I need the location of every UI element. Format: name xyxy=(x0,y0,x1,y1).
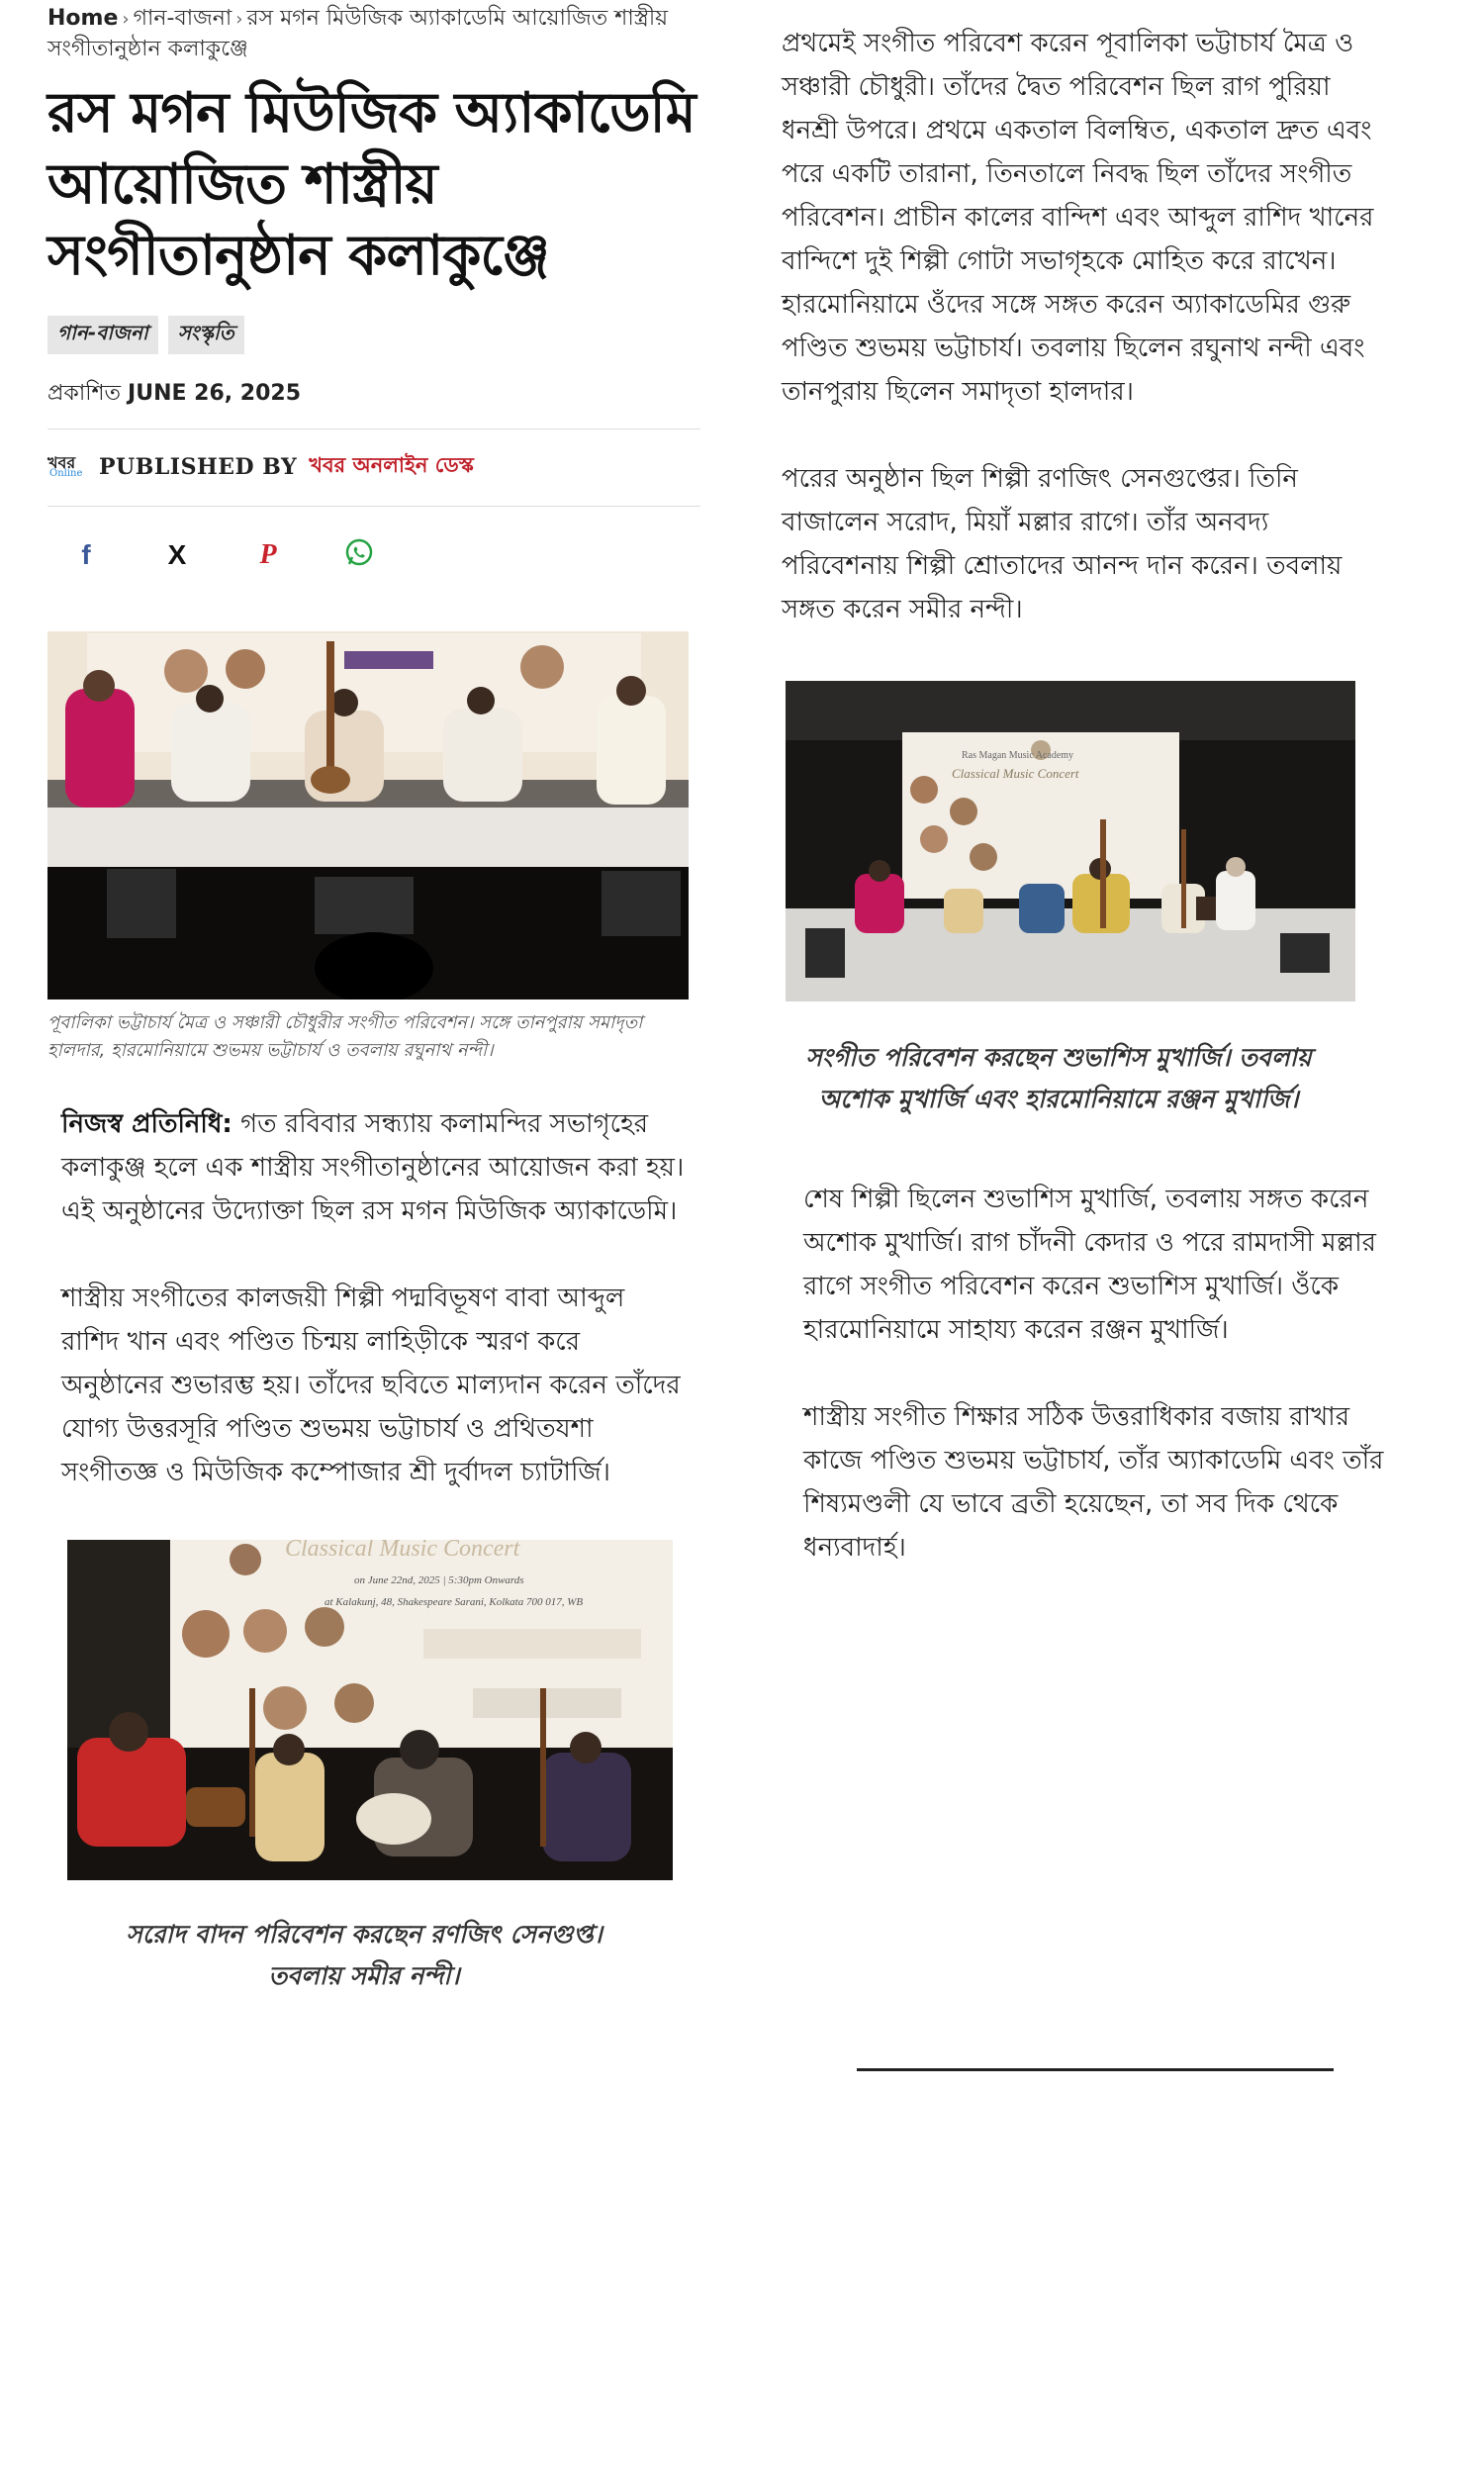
paragraph-4: পরের অনুষ্ঠান ছিল শিল্পী রণজিৎ সেনগুপ্তের। তিনি বাজালেন সরোদ, মিয়াঁ মল্লার রাগে। তাঁর অনবদ্য পরিবেশনায় শিল্পী শ্রোতাদের আনন্দ দান করেন। তবলায় সঙ্গত করেন সমীর নন্দী। xyxy=(782,464,1343,624)
article-body-right-2 xyxy=(782,1178,1397,1570)
left-column xyxy=(47,0,700,1997)
banner3-academy: Ras Magan Music Academy xyxy=(962,750,1074,761)
facebook-share-icon[interactable]: f xyxy=(81,539,91,570)
paragraph-2: শাস্ত্রীয় সংগীতের কালজয়ী শিল্পী পদ্মবিভূষণ বাবা আব্দুল রাশিদ খান এবং পণ্ডিত চিন্ময় লাহিড়ীকে স্মরণ করে অনুষ্ঠানের শুভারম্ভ হয়। তাঁদের ছবিতে মাল্যদান করেন তাঁদের যোগ্য উত্তরসূরি পণ্ডিত শুভময় ভট্টাচার্য ও প্রথিতযশা সংগীতজ্ঞ ও মিউজিক কম্পোজার শ্রী দুর্বাদল চ্যাটার্জি। xyxy=(61,1284,681,1487)
article-body-left xyxy=(47,1102,685,1494)
article-photo-3 xyxy=(786,681,1355,1001)
share-bar xyxy=(47,507,700,580)
tag-list xyxy=(47,316,700,354)
photo-2-caption: সরোদ বাদন পরিবেশন করছেন রণজিৎ সেনগুপ্ত। তবলায় সমীর নন্দী। xyxy=(126,1920,603,1990)
article-end-rule xyxy=(857,2068,1334,2071)
logo-text: খবর xyxy=(47,452,76,472)
banner3-title: Classical Music Concert xyxy=(952,766,1079,781)
photo-3-caption: সংগীত পরিবেশন করছেন শুভাশিস মুখার্জি। তবলায় অশোক মুখার্জি এবং হারমোনিয়ামে রঞ্জন মুখার্জি। xyxy=(805,1043,1312,1113)
chevron-right-icon: › xyxy=(122,9,130,30)
paragraph-1-text: গত রবিবার সন্ধ্যায় কলামন্দির সভাগৃহের কলাকুঞ্জ হলে এক শাস্ত্রীয় সংগীতানুষ্ঠানের আয়োজন করা হয়। এই অনুষ্ঠানের উদ্যোক্তা ছিল রস মগন মিউজিক অ্যাকাডেমি। xyxy=(61,1109,685,1226)
breadcrumb-home-link[interactable]: Home xyxy=(47,6,119,31)
tag-music[interactable]: গান-বাজনা xyxy=(47,316,158,354)
logo-sub: Online xyxy=(49,467,83,479)
breadcrumb xyxy=(47,4,700,64)
article-photo-2 xyxy=(67,1540,673,1880)
paragraph-5: শেষ শিল্পী ছিলেন শুভাশিস মুখার্জি, তবলায় সঙ্গত করেন অশোক মুখার্জি। রাগ চাঁদনী কেদার ও পরে রামদাসী মল্লার রাগে সংগীত পরিবেশন করেন শুভাশিস মুখার্জি। ওঁকে হারমোনিয়ামে সাহায্য করেন রঞ্জন মুখার্জি। xyxy=(803,1185,1376,1345)
photo-1-caption: পূবালিকা ভট্টাচার্য মৈত্র ও সঞ্চারী চৌধুরীর সংগীত পরিবেশন। সঙ্গে তানপুরায় সমাদৃতা হালদার, হারমোনিয়ামে শুভময় ভট্টাচার্য ও তবলায় রঘুনাথ নন্দী। xyxy=(47,1012,643,1061)
paragraph-1 xyxy=(61,1102,685,1233)
lead-label: নিজস্ব প্রতিনিধি: xyxy=(61,1109,232,1139)
article-title: রস মগন মিউজিক অ্যাকাডেমি আয়োজিত শাস্ত্রীয় সংগীতানুষ্ঠান কলাকুঞ্জে xyxy=(47,81,696,288)
breadcrumb-current: রস মগন মিউজিক অ্যাকাডেমি আয়োজিত শাস্ত্রীয় সংগীতানুষ্ঠান কলাকুঞ্জে xyxy=(47,6,669,61)
banner-title: Classical Music Concert xyxy=(285,1540,520,1562)
chevron-right-icon: › xyxy=(235,9,243,30)
article-body-right xyxy=(782,22,1375,631)
right-column xyxy=(782,22,1395,1570)
article-photo-1 xyxy=(47,631,689,999)
paragraph-3: প্রথমেই সংগীত পরিবেশ করেন পূবালিকা ভট্টাচার্য মৈত্র ও সঞ্চারী চৌধুরী। তাঁদের দ্বৈত পরিবেশন ছিল রাগ পুরিয়া ধনশ্রী উপরে। প্রথমে একতাল বিলম্বিত, একতাল দ্রুত এবং পরে একটি তারানা, তিনতালে নিবদ্ধ ছিল তাঁদের সংগীত পরিবেশন। প্রাচীন কালের বান্দিশ এবং আব্দুল রাশিদ খানের বান্দিশে দুই শিল্পী গোটা সভাগৃহকে মোহিত করে রাখেন। হারমোনিয়ামে ওঁদের সঙ্গে সঙ্গত করেন অ্যাকাডেমির গুরু পণ্ডিত শুভময় ভট্টাচার্য। তবলায় ছিলেন রঘুনাথ নন্দী এবং তানপুরায় ছিলেন সমাদৃতা হালদার। xyxy=(782,29,1374,407)
published-by-label: PUBLISHED BY xyxy=(99,453,298,480)
x-share-icon[interactable]: X xyxy=(167,539,187,570)
published-label: প্রকাশিত xyxy=(47,381,122,406)
tag-culture[interactable]: সংস্কৃতি xyxy=(168,316,244,354)
published-date-line xyxy=(47,376,700,413)
byline xyxy=(47,429,700,506)
banner-address: at Kalakunj, 48, Shakespeare Sarani, Kolkata 700 017, WB xyxy=(325,1596,584,1608)
breadcrumb-category-link[interactable]: গান-বাজনা xyxy=(133,6,232,31)
author-logo xyxy=(47,450,87,484)
paragraph-6: শাস্ত্রীয় সংগীত শিক্ষার সঠিক উত্তরাধিকার বজায় রাখার কাজে পণ্ডিত শুভময় ভট্টাচার্য, তাঁর অ্যাকাডেমি এবং তাঁর শিষ্যমণ্ডলী যে ভাবে ব্রতী হয়েছেন, তা সব দিক থেকে ধন্যবাদার্হ। xyxy=(803,1402,1384,1563)
author-link[interactable]: খবর অনলাইন ডেস্ক xyxy=(309,453,474,477)
published-date: JUNE 26, 2025 xyxy=(128,381,302,406)
whatsapp-share-icon[interactable] xyxy=(344,537,374,574)
banner-detail: on June 22nd, 2025 | 5:30pm Onwards xyxy=(354,1574,524,1586)
pinterest-share-icon[interactable]: P xyxy=(259,539,277,570)
